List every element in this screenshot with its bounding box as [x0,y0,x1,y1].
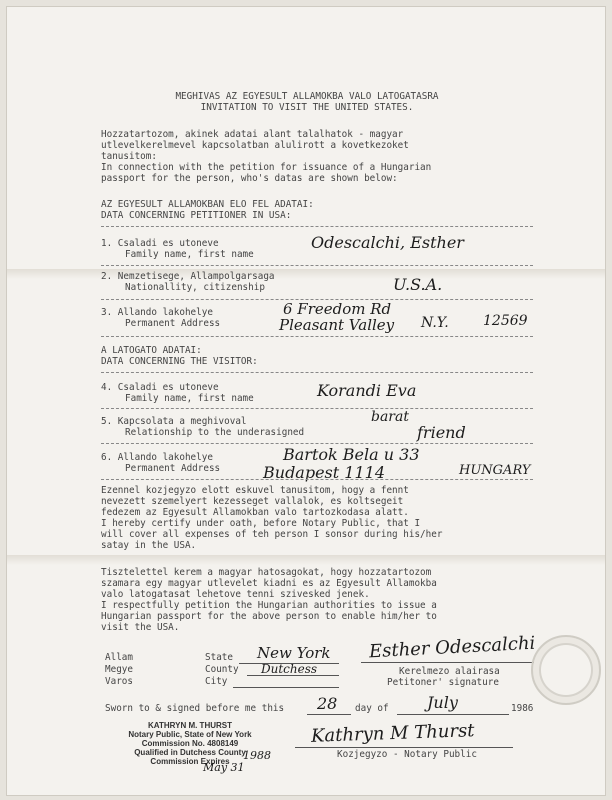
notary-stamp-line: Notary Public, State of New York [128,730,252,739]
field-2-label-hu: 2. Nemzetisege, Allampolgarsaga [101,271,275,282]
visitor-relationship-en: friend [417,423,466,442]
oath-line: satay in the USA. [101,540,197,551]
field-5-label-hu: 5. Kapcsolata a meghivoval [101,416,247,427]
title-hungarian: MEGHIVAS AZ EGYESULT ALLAMOKBA VALO LATOGATASRA [175,91,439,102]
title-english: INVITATION TO VISIT THE UNITED STATES. [200,102,414,113]
sworn-year: 1986 [511,703,534,714]
divider [101,265,533,266]
petitioner-citizenship-value: U.S.A. [393,275,443,294]
label-allam: Allam [105,652,133,663]
city-line [233,687,339,688]
divider [101,443,533,444]
petitioner-heading-en: DATA CONCERNING PETITIONER IN USA: [101,210,292,221]
petitioner-signature: Esther Odescalchi [368,632,536,663]
petitioner-address-state: N.Y. [421,315,449,331]
petitioner-address-zip: 12569 [483,313,528,329]
petition-line: valo latogatasat lehetove tenni szivesked jenek. [101,589,370,600]
visitor-heading-hu: A LATOGATO ADATAI: [101,345,202,356]
field-4-label-hu: 4. Csaladi es utoneve [101,382,219,393]
petitioner-heading-hu: AZ EGYESULT ALLAMOKBAN ELO FEL ADATAI: [101,199,314,210]
month-line [397,714,509,715]
oath-line: nevezett szemelyert kezesseget vallalok, es koltsegeit [101,496,404,507]
notary-signature-line [295,747,513,748]
visitor-name-value: Korandi Eva [317,381,417,400]
field-1-label-en: Family name, first name [125,249,254,260]
notary-stamp-line: KATHRYN M. THURST [148,721,232,730]
petition-line: visit the USA. [101,622,180,633]
field-6-label-en: Permanent Address [125,463,221,474]
field-1-label-hu: 1. Csaladi es utoneve [101,238,219,249]
oath-line: Ezennel kozjegyzo elott eskuvel tanusitom, hogy a fennt [101,485,409,496]
intro-line: tanusitom: [101,151,157,162]
intro-line: utlevelkerelmevel kapcsolatban alulirott a kovetkezoket [101,140,409,151]
signature-line [361,662,541,663]
sworn-day: 28 [317,694,338,713]
notary-stamp-line: Qualified in Dutchess County [134,748,246,757]
field-3-label-en: Permanent Address [125,318,221,329]
petitioner-address-line2: Pleasant Valley [279,316,395,334]
visitor-address-country: HUNGARY [459,463,531,478]
petitioner-address-line1: 6 Freedom Rd [283,300,392,318]
visitor-heading-en: DATA CONCERNING THE VISITOR: [101,356,258,367]
notary-expiry-year: 1988 [243,749,271,762]
field-5-label-en: Relationship to the underasigned [125,427,305,438]
divider [101,226,533,227]
visitor-address-line2: Budapest 1114 [263,463,385,482]
visitor-address-line1: Bartok Bela u 33 [283,445,420,464]
intro-line: Hozzatartozom, akinek adatai alant talalhatok - magyar [101,129,404,140]
state-value: New York [257,644,331,662]
notary-signature: Kathryn M Thurst [310,720,475,747]
visitor-relationship-hu: barat [371,409,409,425]
label-varos: Varos [105,676,133,687]
sworn-prefix: Sworn to & signed before me this [105,703,285,714]
intro-line: passport for the person, who's datas are shown below: [101,173,398,184]
notary-seal [531,635,601,705]
label-state: State [205,652,233,663]
petition-line: szamara egy magyar utlevelet kiadni es az Egyesult Allamokba [101,578,437,589]
notary-stamp-line: Commission Expires [150,757,230,766]
oath-line: fedezem az Egyesult Allamokban valo tartozkodasa alatt. [101,507,409,518]
divider [101,479,533,480]
label-county: County [205,664,239,675]
divider [101,336,533,337]
document-page [6,6,606,796]
notary-expiry-date: May 31 [203,761,245,774]
field-6-label-hu: 6. Allando lakohelye [101,452,213,463]
label-city: City [205,676,228,687]
petition-line: Tisztelettel kerem a magyar hatosagokat, hogy hozzatartozom [101,567,432,578]
sworn-middle: day of [355,703,389,714]
fold-crease [7,269,605,279]
sworn-month: July [427,693,458,712]
field-2-label-en: Nationallity, citizenship [125,282,265,293]
divider [101,372,533,373]
fold-crease [7,555,605,565]
notary-stamp-line: Commission No. 4808149 [141,739,239,748]
signature-label-en: Petitoner' signature [387,677,499,688]
signature-label-hu: Kerelmezo alairasa [399,666,500,677]
divider [101,408,533,409]
intro-line: In connection with the petition for issuance of a Hungarian [101,162,432,173]
field-3-label-hu: 3. Allando lakohelye [101,307,213,318]
county-value: Dutchess [261,662,318,676]
petition-line: Hungarian passport for the above person to enable him/her to [101,611,437,622]
notary-label: Kozjegyzo - Notary Public [337,749,477,760]
oath-line: I hereby certify under oath, before Notary Public, that I [101,518,421,529]
label-megye: Megye [105,664,133,675]
day-line [307,714,351,715]
oath-line: will cover all expenses of teh person I sonsor during his/her [101,529,443,540]
petitioner-name-value: Odescalchi, Esther [311,233,464,252]
petition-line: I respectfully petition the Hungarian authorities to issue a [101,600,437,611]
field-4-label-en: Family name, first name [125,393,254,404]
